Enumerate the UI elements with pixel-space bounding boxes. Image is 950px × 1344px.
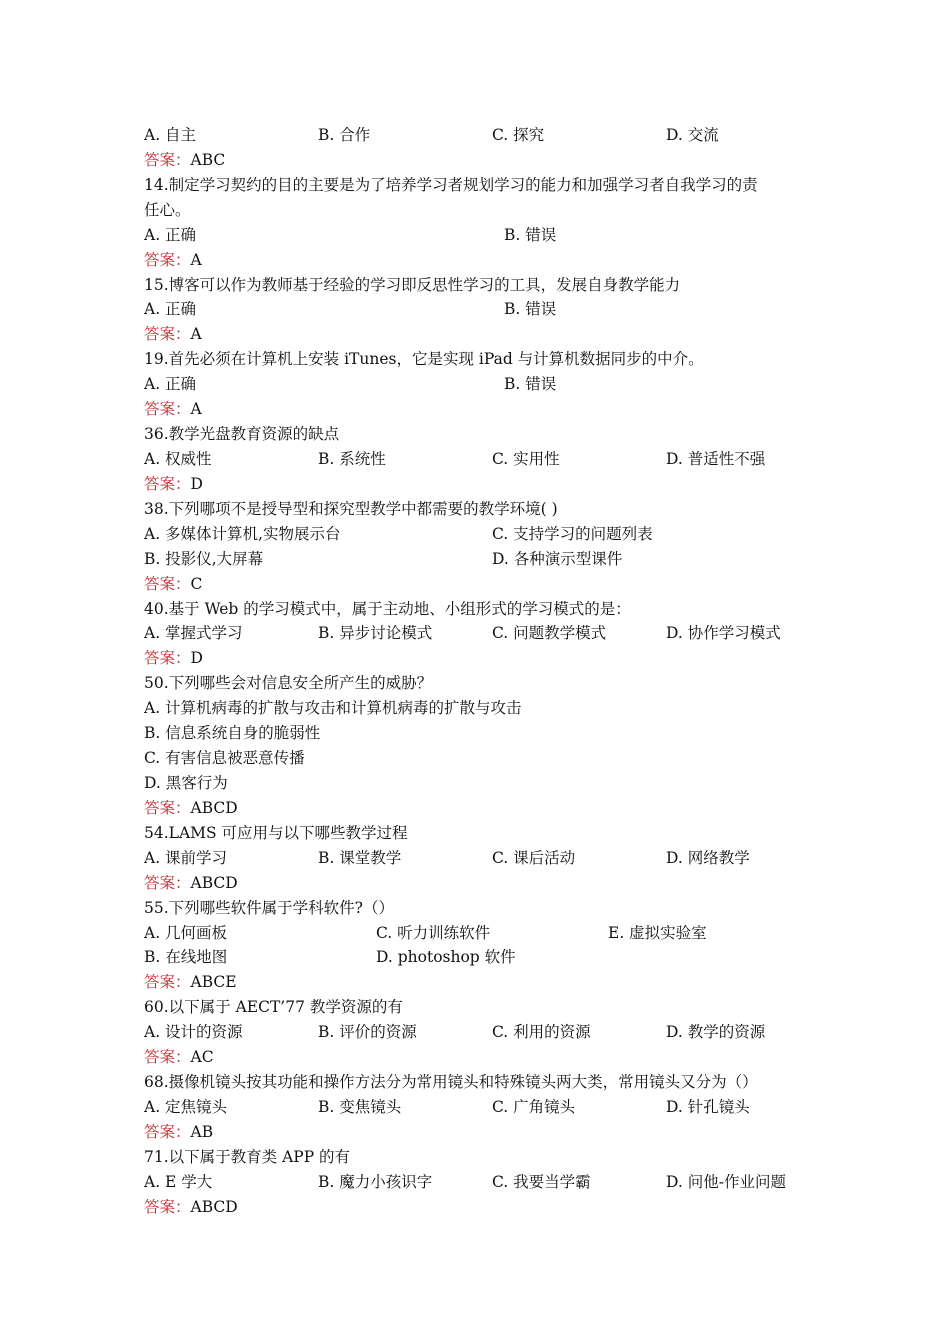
answer-value: A (190, 325, 202, 344)
option-b: B. 系统性 (318, 449, 386, 468)
option-d: D. 教学的资源 (666, 1023, 766, 1042)
option-d: D. 普适性不强 (666, 449, 766, 468)
answer-line (144, 397, 814, 422)
answer-line (144, 322, 814, 347)
answer-line (144, 646, 814, 671)
answer-label: 答案： (144, 1048, 191, 1067)
answer-line (144, 871, 814, 896)
answer-value: D (190, 649, 203, 668)
answer-line (144, 148, 814, 173)
option-c: C. 广角镜头 (492, 1097, 576, 1116)
options-row (144, 945, 814, 970)
option-b: B. 投影仪,大屏幕 (144, 549, 264, 568)
option-b: B. 变焦镜头 (318, 1097, 402, 1116)
option-c: C. 实用性 (492, 449, 560, 468)
option-a: A. 权威性 (144, 449, 212, 468)
answer-line (144, 1120, 814, 1145)
option-a: A. 正确 (144, 300, 197, 319)
option-a: A. 课前学习 (144, 848, 228, 867)
question-stem: 50.下列哪些会对信息安全所产生的威胁？ (144, 674, 433, 693)
option-d: D. 交流 (666, 126, 719, 144)
answer-label: 答案： (144, 1197, 191, 1216)
options-row (144, 547, 814, 572)
answer-line (144, 970, 814, 995)
options-row (144, 372, 814, 397)
option-b: B. 错误 (504, 300, 557, 319)
options-row (144, 522, 814, 547)
option-c: C. 听力训练软件 (376, 923, 491, 942)
option-c: C. 有害信息被恶意传播 (144, 749, 305, 768)
answer-label: 答案： (144, 250, 191, 269)
options-row (144, 447, 814, 472)
option-b: B. 在线地图 (144, 948, 228, 967)
answer-label: 答案： (144, 1122, 191, 1141)
option-a: A. E 学大 (144, 1172, 213, 1191)
option-a: A. 正确 (144, 375, 197, 394)
answer-value: C (190, 574, 203, 593)
option-c: C. 我要当学霸 (492, 1172, 591, 1191)
question-stem: 54.LAMS 可应用与以下哪些教学过程 (144, 823, 408, 842)
options-row (144, 1170, 814, 1195)
answer-label: 答案： (144, 474, 191, 493)
option-d: D. photoshop 软件 (376, 948, 516, 967)
option-d: D. 问他-作业问题 (666, 1172, 786, 1191)
question-stem: 19.首先必须在计算机上安装 iTunes，它是实现 iPad 与计算机数据同步的中介。 (144, 350, 704, 369)
option-d: D. 针孔镜头 (666, 1097, 750, 1116)
answer-value: A (190, 400, 202, 419)
option-d: D. 协作学习模式 (666, 624, 781, 643)
option-a: A. 多媒体计算机,实物展示台 (144, 524, 341, 543)
answer-line (144, 1195, 814, 1220)
options-row (144, 921, 814, 946)
answer-value: AC (190, 1048, 214, 1067)
option-a: A. 设计的资源 (144, 1023, 243, 1042)
options-row (144, 1095, 814, 1120)
answer-value: ABCD (190, 873, 238, 892)
option-c: C. 利用的资源 (492, 1023, 591, 1042)
option-c: C. 课后活动 (492, 848, 576, 867)
answer-line (144, 248, 814, 273)
answer-label: 答案： (144, 873, 191, 892)
option-d: D. 各种演示型课件 (492, 549, 623, 568)
option-a: A. 正确 (144, 225, 197, 244)
question-stem: 40.基于 Web 的学习模式中，属于主动地、小组形式的学习模式的是： (144, 599, 631, 618)
answer-value: D (190, 474, 203, 493)
answer-value: ABC (190, 150, 226, 169)
option-b: B. 合作 (318, 126, 371, 144)
answer-line (144, 472, 814, 497)
question-stem: 55.下列哪些软件属于学科软件?（） (144, 898, 394, 917)
option-b: B. 异步讨论模式 (318, 624, 433, 643)
answer-value: ABCE (190, 973, 237, 992)
question-stem: 68.摄像机镜头按其功能和操作方法分为常用镜头和特殊镜头两大类，常用镜头又分为（） (144, 1073, 758, 1092)
option-c: C. 问题教学模式 (492, 624, 607, 643)
answer-line (144, 572, 814, 597)
option-a: A. 自主 (144, 126, 197, 144)
answer-value: A (190, 250, 202, 269)
answer-value: AB (190, 1122, 214, 1141)
answer-label: 答案： (144, 798, 191, 817)
option-e: E. 虚拟实验室 (608, 923, 707, 942)
option-b: B. 评价的资源 (318, 1023, 417, 1042)
question-stem-continued: 任心。 (144, 200, 191, 219)
answer-label: 答案： (144, 150, 191, 169)
option-a: A. 定焦镜头 (144, 1097, 228, 1116)
answer-label: 答案： (144, 574, 191, 593)
question-stem: 38.下列哪项不是授导型和探究型教学中都需要的教学环境( ) (144, 499, 558, 518)
answer-label: 答案： (144, 649, 191, 668)
question-stem: 15.博客可以作为教师基于经验的学习即反思性学习的工具，发展自身教学能力 (144, 275, 681, 294)
option-c: C. 探究 (492, 126, 545, 144)
question-stem: 14.制定学习契约的目的主要是为了培养学习者规划学习的能力和加强学习者自我学习的责 (144, 175, 758, 194)
answer-line (144, 1045, 814, 1070)
option-b: B. 课堂教学 (318, 848, 402, 867)
answer-label: 答案： (144, 325, 191, 344)
question-stem: 36.教学光盘教育资源的缺点 (144, 425, 340, 444)
answer-label: 答案： (144, 400, 191, 419)
options-row (144, 297, 814, 322)
option-b: B. 错误 (504, 225, 557, 244)
options-row (144, 846, 814, 871)
options-row (144, 223, 814, 248)
document-page (144, 123, 814, 1220)
option-b: B. 魔力小孩识字 (318, 1172, 433, 1191)
option-c: C. 支持学习的问题列表 (492, 524, 653, 543)
question-stem: 71.以下属于教育类 APP 的有 (144, 1147, 351, 1166)
answer-line (144, 796, 814, 821)
question-stem: 60.以下属于 AECT’77 教学资源的有 (144, 998, 403, 1017)
options-row (144, 123, 814, 148)
option-d: D. 网络教学 (666, 848, 750, 867)
options-row (144, 1020, 814, 1045)
option-a: A. 几何画板 (144, 923, 228, 942)
answer-value: ABCD (190, 1197, 238, 1216)
option-d: D. 黑客行为 (144, 773, 228, 792)
option-a: A. 计算机病毒的扩散与攻击和计算机病毒的扩散与攻击 (144, 699, 522, 718)
answer-label: 答案： (144, 973, 191, 992)
answer-value: ABCD (190, 798, 238, 817)
option-b: B. 错误 (504, 375, 557, 394)
option-a: A. 掌握式学习 (144, 624, 243, 643)
option-b: B. 信息系统自身的脆弱性 (144, 724, 321, 743)
options-row (144, 621, 814, 646)
